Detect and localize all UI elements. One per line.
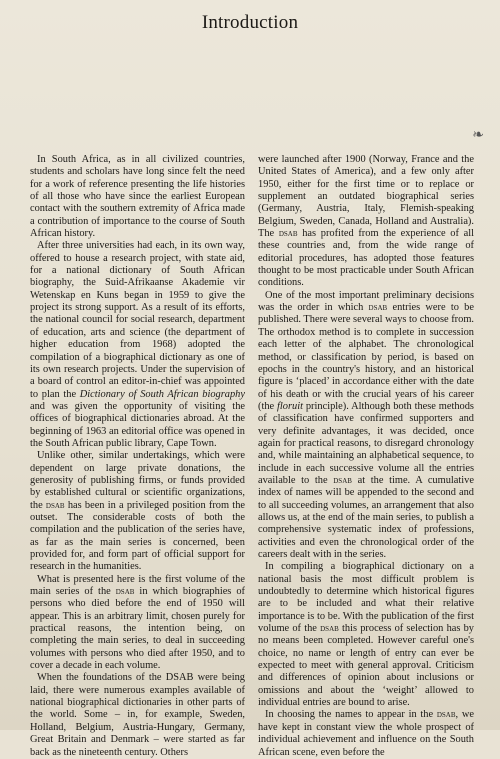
book-title: Dictionary of South African biography bbox=[79, 388, 245, 400]
acronym: dsab bbox=[320, 623, 339, 635]
latin-term: floruit bbox=[277, 400, 303, 412]
paragraph-3: Unlike other, similar undertakings, which were dependent on large private donations, the generosity of publishing firms, or funds provided by established cultural or scientific organizations, the dsab has been in a privileged position from the outset. The considerable costs of both the compilation and the publication of the series have, as far as the main series is concerned, been provided for, and form part of official support for research in the humanities. bbox=[30, 450, 245, 573]
left-column bbox=[30, 154, 245, 759]
paragraph-6: were launched after 1900 (Norway, France and the United States of America), and a few only after 1950, either for the first time or to replace or supplement an outdated biographical series (Germany, Austria, Italy, Flemish-speaking Belgium, Sweden, Canada, Holland and Australia). The dsab has profited from the experience of all these countries and, from the wide range of editorial procedures, has adopted those features thought to be most practicable under South African conditions. bbox=[258, 154, 474, 289]
page-title: Introduction bbox=[201, 12, 299, 33]
acronym: dsab bbox=[115, 586, 135, 598]
paragraph-1: In South Africa, as in all civilized countries, students and scholars have long since felt the need for a work of reference presenting the life histories of all those who have since the earliest European contact with the southern extremity of Africa made a contribution of importance to the course of South African history. bbox=[30, 154, 245, 240]
paragraph-8: In compiling a biographical dictionary on a national basis the most difficult problem is undoubtedly to determine which historical figures are to be included and what their relative importance is to be. With the publication of the first volume of the dsab this process of selection has by no means been completed. However careful one's choice, no name or length of entry can ever be expected to meet with general approval. Criticism and differences of opinion about inclusions or omissions and about the ‘weight’ allowed to individual entries are bound to arise. bbox=[258, 561, 475, 709]
paragraph-9: In choosing the names to appear in the dsab, we have kept in constant view the whole prospect of individual achievement and influence on the South African scene, even before the bbox=[258, 709, 474, 758]
paragraph-7: One of the most important preliminary decisions was the order in which dsab entries were to be published. There were several ways to choose from. The orthodox method is to complete in succession each letter of the alphabet. The chronological method, or classification by period, is based on epochs in the country's history, and an historical figure is ‘placed’ in accordance either with the date of his death or with the crucial years of his career (the floruit principle). Although both these methods of classification have confirmed supporters and very definite advantages, it was decided, once again for practical reasons, to disregard chronology and, while maintaining an alphabetical sequence, to include in each successive volume all the entries available to the dsab at the time. A cumulative index of names will be appended to the second and to all succeeding volumes, an arrangement that also allows us, at the end of the main series, to publish a comprehensive systematic index of professions, activities and even the chronological order of the careers dealt with in the series. bbox=[258, 289, 474, 560]
acronym: dsab bbox=[436, 709, 456, 721]
ornament-icon: ❧ bbox=[472, 128, 484, 143]
paragraph-5: When the foundations of the DSAB were being laid, there were numerous examples available of national biographical dictionaries in other parts of the world. Some – in, for example, Sweden, Holland, Belgium, Austria-Hungary, Germany, Great Britain and Denmark – were started as far back as the nineteenth century. Others bbox=[30, 672, 245, 758]
paragraph-2: After three universities had each, in its own way, offered to house a research project, with state aid, for a national dictionary of South African biography, the Suid-Afrikaanse Akademie vir Wetenskap en Kuns began in 1959 to give the project its strong support. As a result of its efforts, the national council for social research, department of education, arts and science (the department of higher education from 1968) adopted the compilation of a biographical dictionary as one of its own research projects. Under the supervision of a board of control an editor-in-chief was appointed to plan the Dictionary of South African biography and was given the opportunity of visiting the offices of biographical dictionaries abroad. At the beginning of 1963 an editorial office was opened in the South African public library, Cape Town. bbox=[30, 240, 245, 449]
right-column bbox=[258, 154, 474, 759]
acronym: dsab bbox=[45, 499, 65, 511]
acronym: dsab bbox=[278, 228, 298, 240]
acronym: dsab bbox=[368, 302, 388, 314]
acronym: dsab bbox=[333, 474, 352, 486]
paragraph-4: What is presented here is the first volume of the main series of the dsab in which biographies of persons who died before the end of 1950 will appear. This is an arbitrary limit, chosen purely for practical reasons, the intention being, on completing the main series, to deal in succeeding volumes with persons who died after 1950, and to cover a decade in each volume. bbox=[30, 573, 245, 672]
